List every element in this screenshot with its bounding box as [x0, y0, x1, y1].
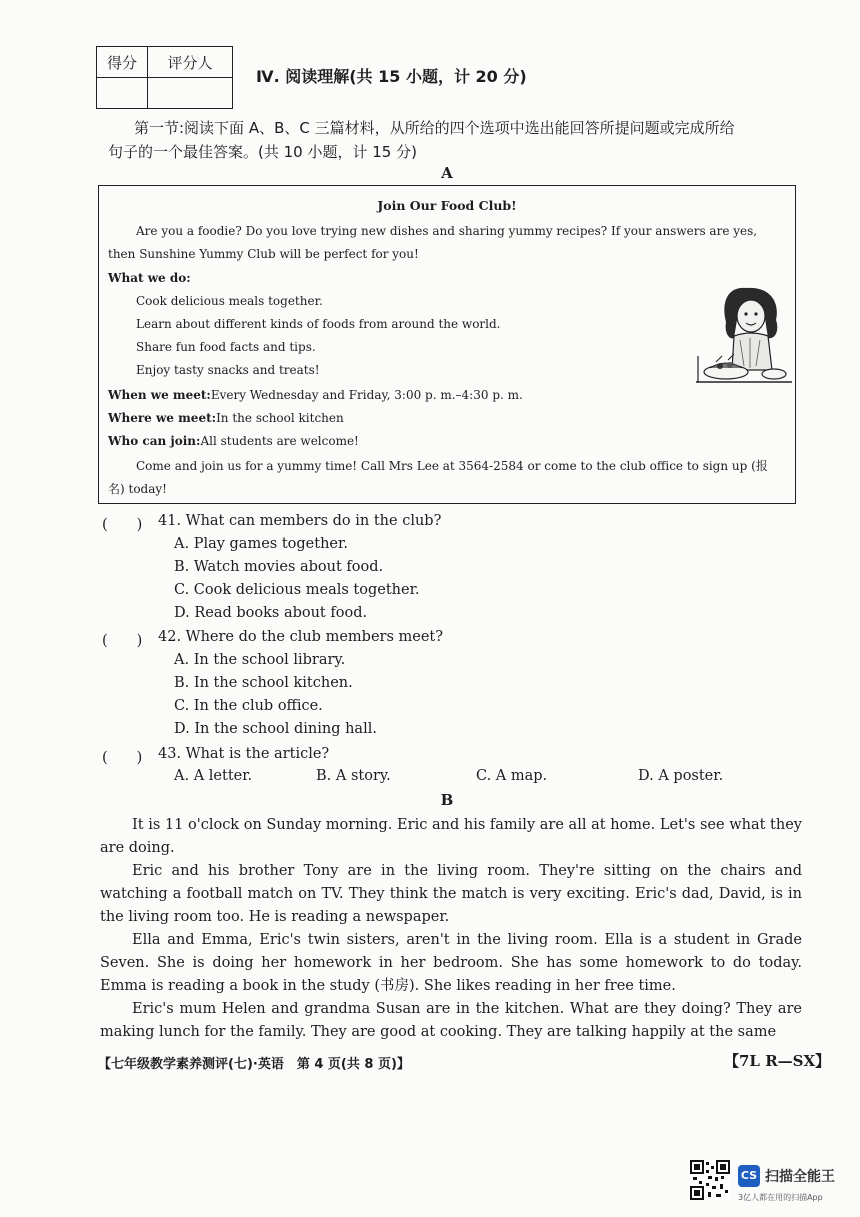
girl-cooking-illustration — [694, 278, 794, 388]
answer-blank[interactable]: ( ) — [102, 633, 143, 649]
instructions-line-2: 句子的一个最佳答案。(共 10 小题，计 15 分) — [108, 143, 417, 161]
poster-intro-line-2: then Sunshine Yummy Club will be perfect for you! — [108, 247, 419, 261]
where-we-meet — [108, 410, 344, 426]
passage-b-paragraph: Ella and Emma, Eric's twin sisters, aren't in the living room. Ella is a student in Grade Seven. She is doing her homework in her bedroom. She has some homework to do today. Emma is reading a book in the study (书房). She likes reading in her free time. — [100, 932, 802, 994]
option: A. A letter. — [174, 768, 253, 784]
activity-item: Cook delicious meals together. — [136, 294, 323, 308]
grader-header: 评分人 — [148, 47, 233, 78]
option: C. Cook delicious meals together. — [174, 582, 420, 598]
section-title: Ⅳ. 阅读理解(共 15 小题，计 20 分) — [256, 67, 527, 86]
page-footer-right: 【7L R—SX】 — [724, 1052, 831, 1070]
score-cell — [97, 78, 148, 109]
instructions-line-1: 第一节:阅读下面 A、B、C 三篇材料，从所给的四个选项中选出能回答所提问题或完成所给 — [134, 119, 735, 137]
where-value: In the school kitchen — [216, 411, 344, 425]
who-can-join — [108, 433, 359, 449]
option: B. In the school kitchen. — [174, 675, 353, 691]
score-table — [96, 46, 233, 109]
answer-blank[interactable]: ( ) — [102, 517, 143, 533]
answer-blank[interactable]: ( ) — [102, 750, 143, 766]
when-value: Every Wednesday and Friday, 3:00 p. m.–4:30 p. m. — [210, 388, 523, 402]
question-stem: 41. What can members do in the club? — [158, 513, 442, 529]
qr-code-icon — [690, 1160, 730, 1200]
option: B. Watch movies about food. — [174, 559, 384, 575]
where-label: Where we meet: — [108, 411, 217, 425]
scanner-logo-icon: CS — [738, 1165, 760, 1187]
poster-closing-line-2: 名) today! — [108, 482, 167, 496]
when-label: When we meet: — [108, 388, 211, 402]
option: B. A story. — [316, 768, 391, 784]
grader-cell — [148, 78, 233, 109]
option: C. In the club office. — [174, 698, 323, 714]
activity-item: Enjoy tasty snacks and treats! — [136, 363, 320, 377]
who-label: Who can join: — [108, 434, 201, 448]
question-stem: 43. What is the article? — [158, 746, 330, 762]
poster-title: Join Our Food Club! — [377, 198, 517, 213]
option: D. Read books about food. — [174, 605, 368, 621]
option: A. Play games together. — [174, 536, 348, 552]
passage-b-paragraph: Eric and his brother Tony are in the living room. They're sitting on the chairs and watching a football match on TV. They think the match is very exciting. Eric's dad, David, is in the living room too. He is reading a newspaper. — [100, 863, 802, 925]
passage-a-label: A — [441, 164, 453, 182]
activity-item: Learn about different kinds of foods from around the world. — [136, 317, 501, 331]
activity-item: Share fun food facts and tips. — [136, 340, 316, 354]
option: A. In the school library. — [174, 652, 346, 668]
who-value: All students are welcome! — [200, 434, 359, 448]
option: C. A map. — [476, 768, 548, 784]
option: D. In the school dining hall. — [174, 721, 377, 737]
when-we-meet — [108, 387, 523, 403]
passage-b-paragraph: It is 11 o'clock on Sunday morning. Eric and his family are all at home. Let's see what they are doing. — [100, 817, 802, 856]
poster-intro-line-1: Are you a foodie? Do you love trying new dishes and sharing yummy recipes? If your answers are yes, — [136, 224, 758, 238]
what-we-do-label: What we do: — [108, 271, 191, 285]
scanner-app-tagline: 3亿人都在用的扫描App — [738, 1193, 823, 1202]
passage-b-label: B — [440, 791, 454, 809]
instructions — [108, 116, 808, 164]
poster-closing-line-1: Come and join us for a yummy time! Call Mrs Lee at 3564-2584 or come to the club office to sign up (报 — [136, 459, 768, 473]
option: D. A poster. — [638, 768, 724, 784]
score-header: 得分 — [97, 47, 148, 78]
question-stem: 42. Where do the club members meet? — [158, 629, 444, 645]
scanner-app-name: 扫描全能王 — [765, 1169, 835, 1185]
passage-b-paragraph: Eric's mum Helen and grandma Susan are in the kitchen. What are they doing? They are making lunch for the family. They are good at cooking. They are talking happily at the same — [100, 1001, 802, 1040]
page-footer-left: 【七年级教学素养测评(七)·英语 第 4 页(共 8 页)】 — [98, 1057, 410, 1072]
